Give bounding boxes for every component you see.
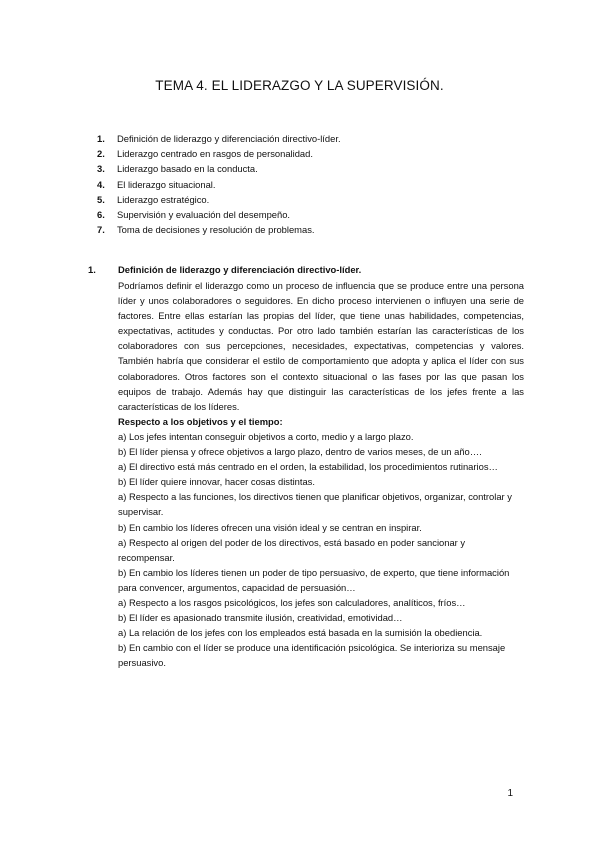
page-number: 1 bbox=[507, 788, 513, 799]
section-number: 1. bbox=[88, 264, 96, 275]
toc-item-text: Supervisión y evaluación del desempeño. bbox=[117, 208, 291, 220]
toc-item-number: 5. bbox=[97, 193, 105, 205]
comparison-line: a) Respecto al origen del poder de los directivos, está basado en poder sancionar y recompensar. bbox=[118, 536, 466, 563]
section-body bbox=[118, 278, 524, 670]
toc-item-text: Liderazgo basado en la conducta. bbox=[117, 163, 258, 175]
toc-item bbox=[97, 146, 341, 161]
comparison-line: b) En cambio los líderes tienen un poder de tipo persuasivo, de experto, que tiene información para convencer, argumentos, capacidad de persuasión… bbox=[118, 566, 510, 593]
comparison-line: a) Respecto a los rasgos psicológicos, los jefes son calculadores, analíticos, fríos… bbox=[118, 596, 466, 608]
toc-item-number: 1. bbox=[97, 133, 105, 144]
toc-item-number: 3. bbox=[97, 163, 105, 175]
section-1 bbox=[88, 264, 528, 670]
section-title: Definición de liderazgo y diferenciación directivo-líder. bbox=[118, 264, 362, 275]
comparison-line: a) La relación de los jefes con los empleados está basada en la sumisión la obediencia. bbox=[118, 627, 483, 639]
toc-item-number: 2. bbox=[97, 148, 105, 160]
comparison-line: a) Los jefes intentan conseguir objetivos a corto, medio y a largo plazo. bbox=[118, 430, 414, 442]
toc-item-text: Liderazgo centrado en rasgos de personalidad. bbox=[117, 148, 313, 160]
toc-item bbox=[97, 161, 341, 176]
comparison-line: b) El líder es apasionado transmite ilusión, creatividad, emotividad… bbox=[118, 612, 403, 624]
table-of-contents bbox=[97, 131, 341, 237]
toc-item-number: 7. bbox=[97, 224, 105, 236]
toc-item bbox=[97, 131, 341, 146]
comparison-line: a) El directivo está más centrado en el orden, la estabilidad, los procedimientos rutinarios… bbox=[118, 461, 498, 473]
toc-item-text: Definición de liderazgo y diferenciación directivo-líder. bbox=[117, 133, 341, 144]
intro-paragraph: Podríamos definir el liderazgo como un proceso de influencia que se produce entre una persona líder y unos colaboradores o seguidores. En dicho proceso intervienen o influyen una serie de factores. Entre ellas estarían las propias del líder, que tiene unas habilidades, competencias, expectativas, actitudes y conductas. Por otro lado también estarían las características de los colaboradores con sus percepciones, necesidades, expectativas, competencias y valores. También habría que considerar el estilo de comportamiento que adopta y aplica el líder con sus colaboradores. Otros factores son el contexto situacional o las fases por las que pasan los equipos de trabajo. Además hay que distinguir las características de los jefes frente a las características de los líderes. bbox=[118, 280, 524, 412]
toc-item-number: 6. bbox=[97, 208, 105, 220]
document-title: TEMA 4. EL LIDERAZGO Y LA SUPERVISIÓN. bbox=[155, 78, 444, 93]
toc-item-text: El liderazgo situacional. bbox=[117, 178, 216, 190]
comparison-line: b) En cambio los líderes ofrecen una visión ideal y se centran en inspirar. bbox=[118, 521, 422, 533]
toc-item bbox=[97, 207, 341, 222]
toc-item bbox=[97, 192, 341, 207]
toc-item-text: Liderazgo estratégico. bbox=[117, 193, 210, 205]
subheading: Respecto a los objetivos y el tiempo: bbox=[118, 415, 283, 427]
section-heading bbox=[88, 264, 528, 278]
toc-item-number: 4. bbox=[97, 178, 105, 190]
comparison-line: b) En cambio con el líder se produce una identificación psicológica. Se interioriza su mensaje persuasivo. bbox=[118, 642, 506, 669]
toc-item bbox=[97, 177, 341, 192]
comparison-line: b) El líder quiere innovar, hacer cosas distintas. bbox=[118, 476, 315, 488]
toc-item-text: Toma de decisiones y resolución de problemas. bbox=[117, 224, 315, 236]
toc-item bbox=[97, 222, 341, 237]
comparison-line: b) El líder piensa y ofrece objetivos a largo plazo, dentro de varios meses, de un año…. bbox=[118, 446, 482, 458]
comparison-line: a) Respecto a las funciones, los directivos tienen que planificar objetivos, organizar, controlar y supervisar. bbox=[118, 491, 512, 518]
